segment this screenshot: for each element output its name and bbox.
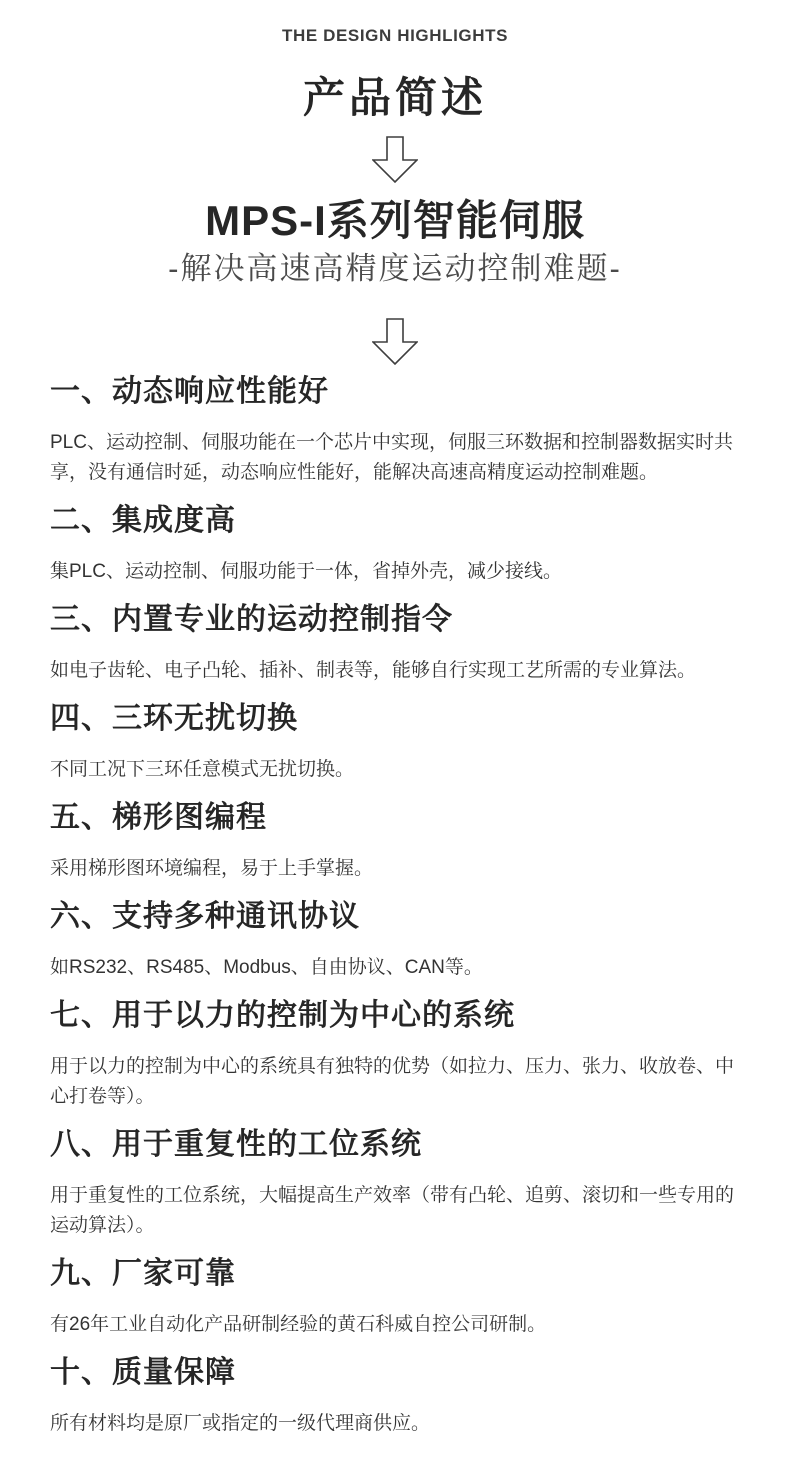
feature-body: PLC、运动控制、伺服功能在一个芯片中实现，伺服三环数据和控制器数据实时共享，没有通信时延，动态响应性能好，能解决高速高精度运动控制难题。 xyxy=(50,432,733,483)
arrow-wrap-top xyxy=(0,136,790,183)
down-arrow-icon xyxy=(372,318,418,365)
product-tagline: -解决高速高精度运动控制难题- xyxy=(168,251,622,286)
feature-section xyxy=(50,603,740,686)
feature-body: 用于重复性的工位系统，大幅提高生产效率（带有凸轮、追剪、滚切和一些专用的运动算法）。 xyxy=(50,1185,735,1236)
product-name: MPS-I系列智能伺服 xyxy=(205,197,585,244)
eyebrow-text: THE DESIGN HIGHLIGHTS xyxy=(281,26,509,45)
feature-heading: 六、支持多种通讯协议 xyxy=(50,900,360,933)
feature-heading: 三、内置专业的运动控制指令 xyxy=(50,603,453,636)
feature-body: 如电子齿轮、电子凸轮、插补、制表等，能够自行实现工艺所需的专业算法。 xyxy=(50,660,697,681)
feature-section xyxy=(50,999,740,1112)
feature-body: 有26年工业自动化产品研制经验的黄石科威自控公司研制。 xyxy=(50,1314,547,1335)
feature-section xyxy=(50,1356,740,1439)
feature-heading: 九、厂家可靠 xyxy=(50,1257,236,1290)
feature-heading: 十、质量保障 xyxy=(50,1356,236,1389)
page-header xyxy=(0,0,790,365)
feature-section xyxy=(50,900,740,983)
feature-body: 用于以力的控制为中心的系统具有独特的优势（如拉力、压力、张力、收放卷、中心打卷等）。 xyxy=(50,1056,735,1107)
feature-body: 集PLC、运动控制、伺服功能于一体，省掉外壳，减少接线。 xyxy=(50,561,562,582)
feature-section xyxy=(50,375,740,488)
feature-heading: 四、三环无扰切换 xyxy=(50,702,298,735)
feature-heading: 七、用于以力的控制为中心的系统 xyxy=(50,999,515,1032)
feature-body: 不同工况下三环任意模式无扰切换。 xyxy=(50,759,355,780)
feature-section xyxy=(50,702,740,785)
feature-section xyxy=(50,801,740,884)
feature-sections-list xyxy=(0,365,790,1439)
feature-body: 如RS232、RS485、Modbus、自由协议、CAN等。 xyxy=(50,957,483,978)
arrow-wrap-bottom xyxy=(0,318,790,365)
feature-heading: 八、用于重复性的工位系统 xyxy=(50,1128,422,1161)
feature-body: 采用梯形图环境编程，易于上手掌握。 xyxy=(50,858,374,879)
down-arrow-icon xyxy=(372,136,418,183)
feature-heading: 五、梯形图编程 xyxy=(50,801,267,834)
feature-body: 所有材料均是原厂或指定的一级代理商供应。 xyxy=(50,1413,431,1434)
feature-heading: 一、动态响应性能好 xyxy=(50,375,329,408)
feature-section xyxy=(50,1128,740,1241)
page-title: 产品简述 xyxy=(302,74,487,121)
feature-section xyxy=(50,1257,740,1340)
feature-section xyxy=(50,504,740,587)
feature-heading: 二、集成度高 xyxy=(50,504,236,537)
